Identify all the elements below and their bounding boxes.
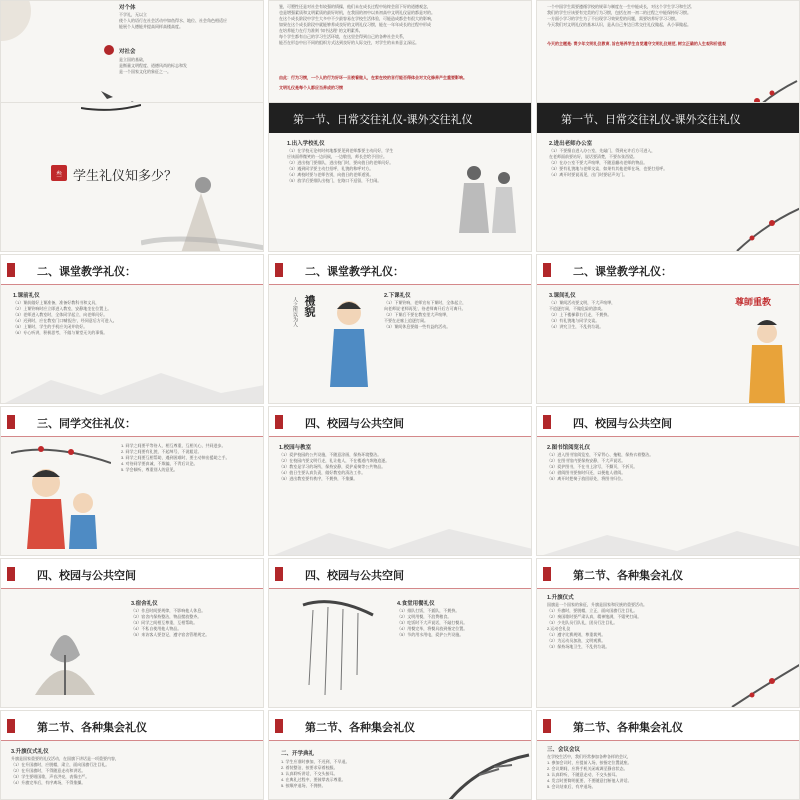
slide-body-text: （1）不要擅自进入办公室，先敲门，得到允许后方可进入， 在老师面前要站好，说话要清楚，不要东张西望。 （2）在办公室不要大声喧哗，不随意翻动老师的物品。 （3）要有礼貌地与老师交谈，如果有其他老师在场，也要打招呼。 （4）离开时要说再见，出门时要轻声关门。 bbox=[549, 148, 668, 177]
children-cartoon-illustration bbox=[11, 443, 111, 553]
pine-ink-painting bbox=[439, 745, 532, 800]
header-divider bbox=[537, 740, 800, 741]
accent-mark bbox=[543, 719, 551, 733]
header-divider bbox=[537, 588, 800, 589]
slide-body-text: （1）排队打饭，不插队，不拥挤。 （2）文明用餐，不浪费粮食。 （3）吃饭时不大声说话，不敲打餐具。 （4）用餐完毕，将餐具放到指定位置。 （5）节约用水用电，爱护公共设施。 bbox=[397, 608, 468, 637]
slide-body-text: 在学校生活中，我们经常参加各种各样的会议， 1. 参加会议时，应提前入场，按指定位置就座。 2. 会议期间，应将手机关闭或调至静音状态。 3. 认真聆听，不随意走动，不交头接耳。 4. 发言时要简明扼要，不要随意打断他人讲话。 5. 会议结束后，有序退场。 bbox=[547, 754, 632, 789]
slide-title: 三、同学交往礼仪： bbox=[37, 418, 136, 430]
calligraphy-characters: 尊師重教 bbox=[735, 297, 772, 307]
slide-header bbox=[269, 407, 532, 437]
item-text-individual: 不学礼，无以立 使个人的语行在社会活动中如鱼得水、地位、社会角色相适应 能展个人德能并提高同样高楼高度。 bbox=[119, 12, 227, 29]
section-subtitle: 3.升旗仪式礼仪 bbox=[11, 749, 49, 755]
accent-mark bbox=[275, 567, 283, 581]
slide-header bbox=[269, 103, 532, 133]
slide-thumbnail-10[interactable] bbox=[0, 406, 264, 556]
section-subtitle: 三、会议会议 bbox=[547, 747, 581, 753]
chapter-seal: 叁 bbox=[51, 165, 67, 181]
section-subtitle: 2.图书馆阅览礼仪 bbox=[547, 445, 591, 451]
slide-header bbox=[537, 407, 800, 437]
section-subtitle: 3.课间礼仪 bbox=[549, 293, 576, 299]
slide-header bbox=[269, 711, 532, 741]
slide-thumbnail-11[interactable] bbox=[268, 406, 532, 556]
red-dot-icon bbox=[104, 45, 114, 55]
section-subtitle: 二、开学典礼 bbox=[281, 751, 315, 757]
lotus-ink-painting bbox=[5, 595, 125, 705]
highlight-text: 由此：行为习惯，一个人的行为好坏一旦被看做人，在家在校的言行能否得体会对文化修养产生重要影响。 bbox=[279, 75, 467, 80]
header-divider bbox=[537, 284, 800, 285]
slide-body-text: （1）课间活动要文明，不大声喧哗， 不追逐打闹，不做危险的游戏。 （2）上下楼梯靠右行走，不拥挤。 （3）有礼貌地与同学交谈。 （4）讲究卫生，不乱扔垃圾。 bbox=[549, 300, 616, 329]
section-subtitle: 2.下课礼仪 bbox=[384, 293, 411, 299]
header-divider bbox=[269, 588, 532, 589]
slide-title: 四、校园与公共空间 bbox=[305, 570, 404, 582]
slide-body-text: （1）在学校无论何时何地都要见到老师都要主动问好，学生 应该面带微笑的一边问候，一边敬畏，师长会给予回应。 （2）进出校门要排队，进出校门时，要向值日的老师问好。 （3）遇到同学要主动打招呼，礼貌的称呼对方。 （4）离校时要与老师告别，向值日的老师道别。 （5）放学后要排队出校门，在路口不逗留，不打闹。 bbox=[287, 148, 394, 183]
header-divider bbox=[1, 588, 264, 589]
slide-header bbox=[269, 559, 532, 589]
section-subtitle: 2.进出老师办公室 bbox=[549, 141, 593, 147]
section-subtitle: 3.宿舍礼仪 bbox=[131, 601, 158, 607]
slide-thumbnail-16[interactable] bbox=[0, 710, 264, 800]
landscape-ink-painting bbox=[537, 519, 800, 556]
slide-body-text: 鉴，可塑性还是对社会有较强的情操，他们未在成长过程中始终会留下好的道德观念， 也是增强素质和文明素质的最好时机，在我国的初中以来初高中文明礼仪显的都是对的。 在这个成长阶段中学生大多中不少最容易在学校生活体验，可能造成都会有很大的影响， 如果在这个成长阶段中就能够养成良好的文明礼仪习惯，能在一年年成长的过程中形成 在培养能力在行为准则 '知书达理' 的文明素养。 每个学生都有自己的学习生活环境，在这里会得到自己的各种社会关系， 能否在形态中出不同的组织方式达到良好的人际交往，对学生的未来意义深远。 bbox=[279, 4, 435, 45]
header-divider bbox=[537, 436, 800, 437]
willow-ink-painting bbox=[273, 595, 393, 705]
slide-thumbnail-9[interactable] bbox=[536, 254, 800, 404]
section-subtitle: 4.食堂用餐礼仪 bbox=[397, 601, 435, 607]
bowing-child-illustration bbox=[737, 315, 797, 404]
slide-thumbnail-18[interactable] bbox=[536, 710, 800, 800]
calligraphy-characters: 禮貌 bbox=[303, 295, 315, 317]
slide-body-text: （1）进入图书馆阅览室，不穿背心、拖鞋，保持衣着整洁。 （2）在图书馆内要保持安静，不大声说话。 （3）爱护图书，不在书上涂写，不撕页，不折页。 （4）借阅图书要按时归还，以便他人借阅。 （5）离开时把椅子放回原处，将图书归位。 bbox=[547, 452, 654, 481]
slide-thumbnail-17[interactable] bbox=[268, 710, 532, 800]
slide-title: 第二节、各种集会礼仪 bbox=[305, 722, 415, 734]
accent-mark bbox=[543, 415, 551, 429]
child-cartoon-illustration bbox=[324, 291, 374, 391]
header-divider bbox=[269, 284, 532, 285]
header-divider bbox=[269, 740, 532, 741]
slide-title: 四、校园与公共空间 bbox=[37, 570, 136, 582]
slide-title: 二、课堂教学礼仪： bbox=[573, 266, 672, 278]
slide-body-text: （1）课前做好上课准备，准备好教科书和文具， （2）上课铃响时应立即进入教室，安静地坐在位置上。 （3）老师进入教室时，全体同学起立，向老师问好。 （4）迟到时，应在教室门口喊'报告'，经同意后方可进入。 （5）上课时，学生的手机应关闭并收好。 （6）专心听讲，积极思考，不做与课堂无关的事情。 bbox=[13, 300, 117, 335]
slide-header bbox=[1, 407, 264, 437]
slide-title: 第二节、各种集会礼仪 bbox=[37, 722, 147, 734]
accent-mark bbox=[7, 415, 15, 429]
slide-body-text: 1. 同学之间要平等待人，相互尊重，互相关心，共同进步。 2. 同学之间要有礼貌，不起绰号，不说粗话。 3. 同学之间要互相帮助，遇到困难时，要主动伸出援助之手。 4. 对待同学要真诚，不欺骗，不背后议论。 5. 学会倾听，尊重别人的意见。 bbox=[121, 443, 230, 472]
section-subtitle: 1.校园与教室 bbox=[279, 445, 312, 451]
slide-header bbox=[537, 559, 800, 589]
header-divider bbox=[1, 284, 264, 285]
slide-title: 二、课堂教学礼仪： bbox=[37, 266, 136, 278]
accent-mark bbox=[275, 263, 283, 277]
landscape-ink-painting bbox=[269, 519, 532, 556]
slide-body-text: 国旗是一个国家的象征，升旗是国家和民族的重要活动。 （1）升旗时，要脱帽，立正，面向国旗行注目礼。 （2）奏国歌时要严肃认真，精神饱满，不嬉笑打闹。 （3）少先队员行队礼，团员行注目礼。 2.运动会礼仪 （1）遵守比赛规则，尊重裁判。 （2）为运动员加油，文明观赛。 （3）保持场地卫生，不乱扔垃圾。 bbox=[547, 602, 647, 649]
landscape-ink-painting bbox=[1, 365, 264, 404]
slide-header bbox=[1, 711, 264, 741]
slide-title: 第二节、各种集会礼仪 bbox=[573, 570, 683, 582]
slide-thumbnail-12[interactable] bbox=[536, 406, 800, 556]
accent-mark bbox=[543, 263, 551, 277]
slide-body-text: （1）爱护校园的公共设施，不随意涂画，保持环境整洁。 （2）在校园内要文明行走，礼让他人，不在楼道内奔跑追逐。 （3）教室是学习的场所，保持安静，爱护桌椅等公共物品。 （4）值日生要认真负责，做好教室的清洁工作。 （5）进出教室要有秩序，不拥挤，不推搡。 bbox=[279, 452, 390, 481]
slide-thumbnail-6[interactable] bbox=[536, 102, 800, 252]
accent-mark bbox=[7, 263, 15, 277]
header-divider bbox=[1, 436, 264, 437]
slide-thumbnail-14[interactable] bbox=[268, 558, 532, 708]
slide-thumbnail-7[interactable] bbox=[0, 254, 264, 404]
accent-mark bbox=[275, 719, 283, 733]
slide-title: 四、校园与公共空间 bbox=[305, 418, 404, 430]
accent-mark bbox=[275, 415, 283, 429]
section-subtitle: 1.出入学校礼仪 bbox=[287, 141, 325, 147]
scholar-ink-painting bbox=[141, 143, 264, 252]
slide-header bbox=[537, 255, 800, 285]
slide-thumbnail-13[interactable] bbox=[0, 558, 264, 708]
slide-title: 第二节、各种集会礼仪 bbox=[573, 722, 683, 734]
slide-header bbox=[269, 255, 532, 285]
plum-blossom-painting bbox=[717, 203, 800, 252]
slide-title: 第一节、日常交往礼仪-课外交往礼仪 bbox=[293, 114, 473, 126]
slide-title: 四、校园与公共空间 bbox=[573, 418, 672, 430]
section-subtitle: 1.课前礼仪 bbox=[13, 293, 40, 299]
slide-question-title: 学生礼仪知多少？ bbox=[73, 168, 178, 183]
slide-header bbox=[537, 103, 800, 133]
slide-body-text: 一个中国学生需要遵循学校的规章与制度在一生中能成长，对这个学生学习和生活, 我们的学生应该要有完美的行为习惯，包括在初一初二的过程之中能保持好习惯。 一方面小学习的学生为了不出现学习效果差的问题，需要培养好学习习惯。 今天我们对文明礼仪的基本认识，是从自己身边日常交往礼仪做起，从小事做起。 bbox=[547, 4, 693, 27]
ink-wash-decoration bbox=[0, 0, 31, 41]
slide-body-text: （1）作息时间要规律，不影响他人休息。 （2）宿舍内保持整洁，物品摆放整齐。 （3）同学之间相互尊重，互相帮助。 （4）不私自使用他人物品。 （5）来访客人要登记，遵守宿舍管理规定。 bbox=[131, 608, 210, 637]
item-text-society: 是立国的基础， 是衡量文明程度、道德风尚的标志和发 是一个国家文化的象征之一。 bbox=[119, 57, 187, 74]
slide-header bbox=[1, 559, 264, 589]
accent-mark bbox=[543, 567, 551, 581]
plum-blossom-painting bbox=[717, 659, 800, 708]
vertical-caption: 人之所以为人 bbox=[292, 297, 298, 327]
slide-body-text: 1. 学生应准时参加，不迟到，不早退。 2. 着装整洁，按要求穿着校服。 3. 认真聆听讲话，不交头接耳。 4. 在典礼过程中，要鼓掌表示尊重。 5. 按顺序退场，不拥挤。 bbox=[281, 759, 350, 788]
slide-header bbox=[537, 711, 800, 741]
section-subtitle: 1.升旗仪式 bbox=[547, 595, 574, 601]
slide-thumbnail-5[interactable] bbox=[268, 102, 532, 252]
highlight-text-2: 文明礼仪是每个人都应当养成的习惯 bbox=[279, 85, 343, 90]
header-divider bbox=[269, 436, 532, 437]
slide-header bbox=[1, 255, 264, 285]
accent-mark bbox=[7, 567, 15, 581]
pine-branch-painting bbox=[81, 103, 141, 143]
header-divider bbox=[1, 740, 264, 741]
item-title-individual: 对个体 bbox=[119, 5, 136, 11]
slide-body-text: （1）下课铃响，老师宣布下课时，全体起立， 向老师说'老师再见'，待老师离开后方可离开。 （2）下课后不要在教室里大声喧哗， 不要在走廊上追逐打闹。 （3）课间休息要做一些有益的活动。 bbox=[384, 300, 467, 329]
slide-thumbnail-8[interactable] bbox=[268, 254, 532, 404]
item-title-society: 对社会 bbox=[119, 49, 136, 55]
slide-thumbnail-4[interactable] bbox=[0, 102, 264, 252]
slide-title: 第一节、日常交往礼仪-课外交往礼仪 bbox=[561, 114, 741, 126]
accent-mark bbox=[7, 719, 15, 733]
highlight-text: 今天的主题是: 青少年文明礼仪教育, 旨在培养学生自觉遵守文明礼仪规范, 树立正确的人生观和价值观 bbox=[547, 41, 726, 46]
bowing-figures-painting bbox=[444, 143, 524, 243]
slide-body-text: 升旗是国家重要的礼仪活动，在国旗下讲话是一项重要内容， （1）在升国旗时，应脱帽，肃立，面向国旗行注目礼。 （2）在升国旗时，不得随意走动和讲话。 （3）学生要唱国歌，声音洪亮，表情庄严。 （4）升旗完毕后，有序离场，不得推搡。 bbox=[11, 756, 119, 785]
slide-title: 二、课堂教学礼仪： bbox=[305, 266, 404, 278]
slide-thumbnail-15[interactable] bbox=[536, 558, 800, 708]
